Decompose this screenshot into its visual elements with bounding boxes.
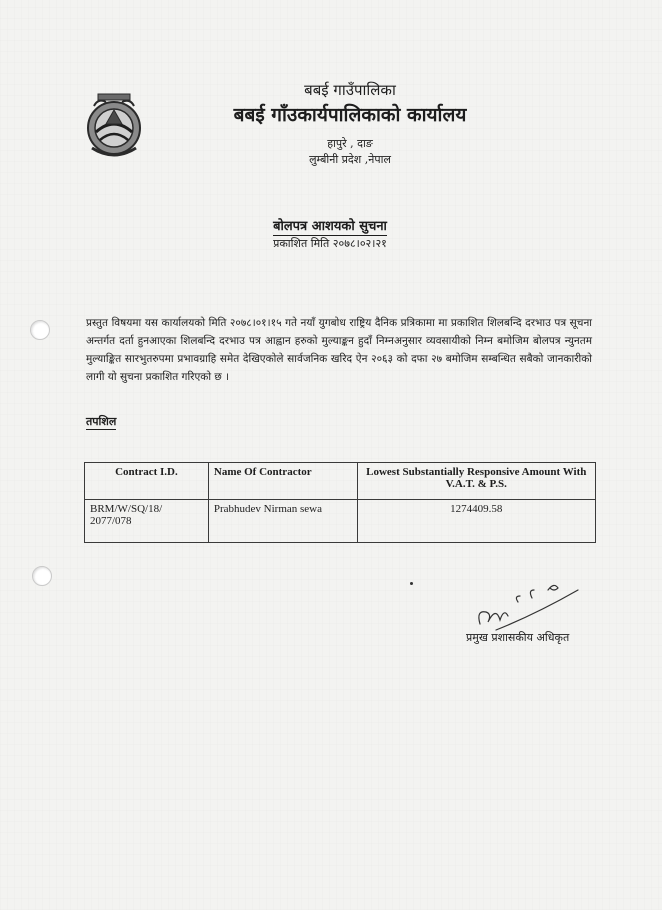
office-address: हापुरे , दाङ	[327, 137, 373, 150]
notice-title	[200, 216, 460, 234]
header-amount: Lowest Substantially Responsive Amount With V.A.T. & P.S.	[357, 463, 595, 500]
office-province: लुम्बीनी प्रदेश ,नेपाल	[309, 153, 391, 166]
municipality-name: बबई गाउँपालिका	[304, 81, 396, 99]
published-date: प्रकाशित मिति २०७८।०२।२१	[273, 237, 387, 250]
handwritten-signature-icon	[466, 576, 586, 636]
cell-contractor: Prabhudev Nirman sewa	[208, 500, 357, 543]
cell-contract-id: BRM/W/SQ/18/ 2077/078	[85, 500, 209, 543]
cell-amount: 1274409.58	[357, 500, 595, 543]
table-row	[85, 500, 596, 543]
signer-title: प्रमुख प्रशासकीय अधिकृत	[466, 631, 570, 644]
punch-hole-top	[30, 320, 50, 340]
table-header-row	[85, 463, 596, 500]
header-contract-id: Contract I.D.	[85, 463, 209, 500]
notice-body: प्रस्तुत विषयमा यस कार्यालयको मिति २०७८।०१।१५ गते नयाँ युगबोध राष्ट्रिय दैनिक प्रत्रिकामा मा प्रकाशित शिलबन्दि दरभाउ पत्र सूचना अन्तर्गत दर्ता हुनआएका शिलबन्दि दरभाउ पत्र आह्वान हरुको मुल्याङ्कन हुदाँ निम्नअनुसार व्यवसायीको निम्न बमोजिम बोलपत्र न्युनतम मुल्याङ्कित सारभुतरुपमा प्रभावग्राहि समेत देखिएकोले सार्वजनिक खरिद ऐन २०६३ को दफा २७ बमोजिम सम्बन्धित सबैको जानकारीको लागी यो सुचना प्रकाशित गरिएको छ ।	[86, 317, 592, 383]
office-name: बबई गाँउकार्यपालिकाको कार्यालय	[233, 104, 467, 126]
notice-title-text: बोलपत्र आशयको सुचना	[273, 219, 387, 234]
details-label: तपशिल	[86, 415, 117, 428]
nepal-government-emblem-icon	[76, 88, 152, 164]
punch-hole-bottom	[32, 566, 52, 586]
header-contractor: Name Of Contractor	[208, 463, 357, 500]
stray-mark	[410, 582, 413, 585]
letterhead	[150, 80, 550, 168]
award-table	[84, 462, 596, 543]
